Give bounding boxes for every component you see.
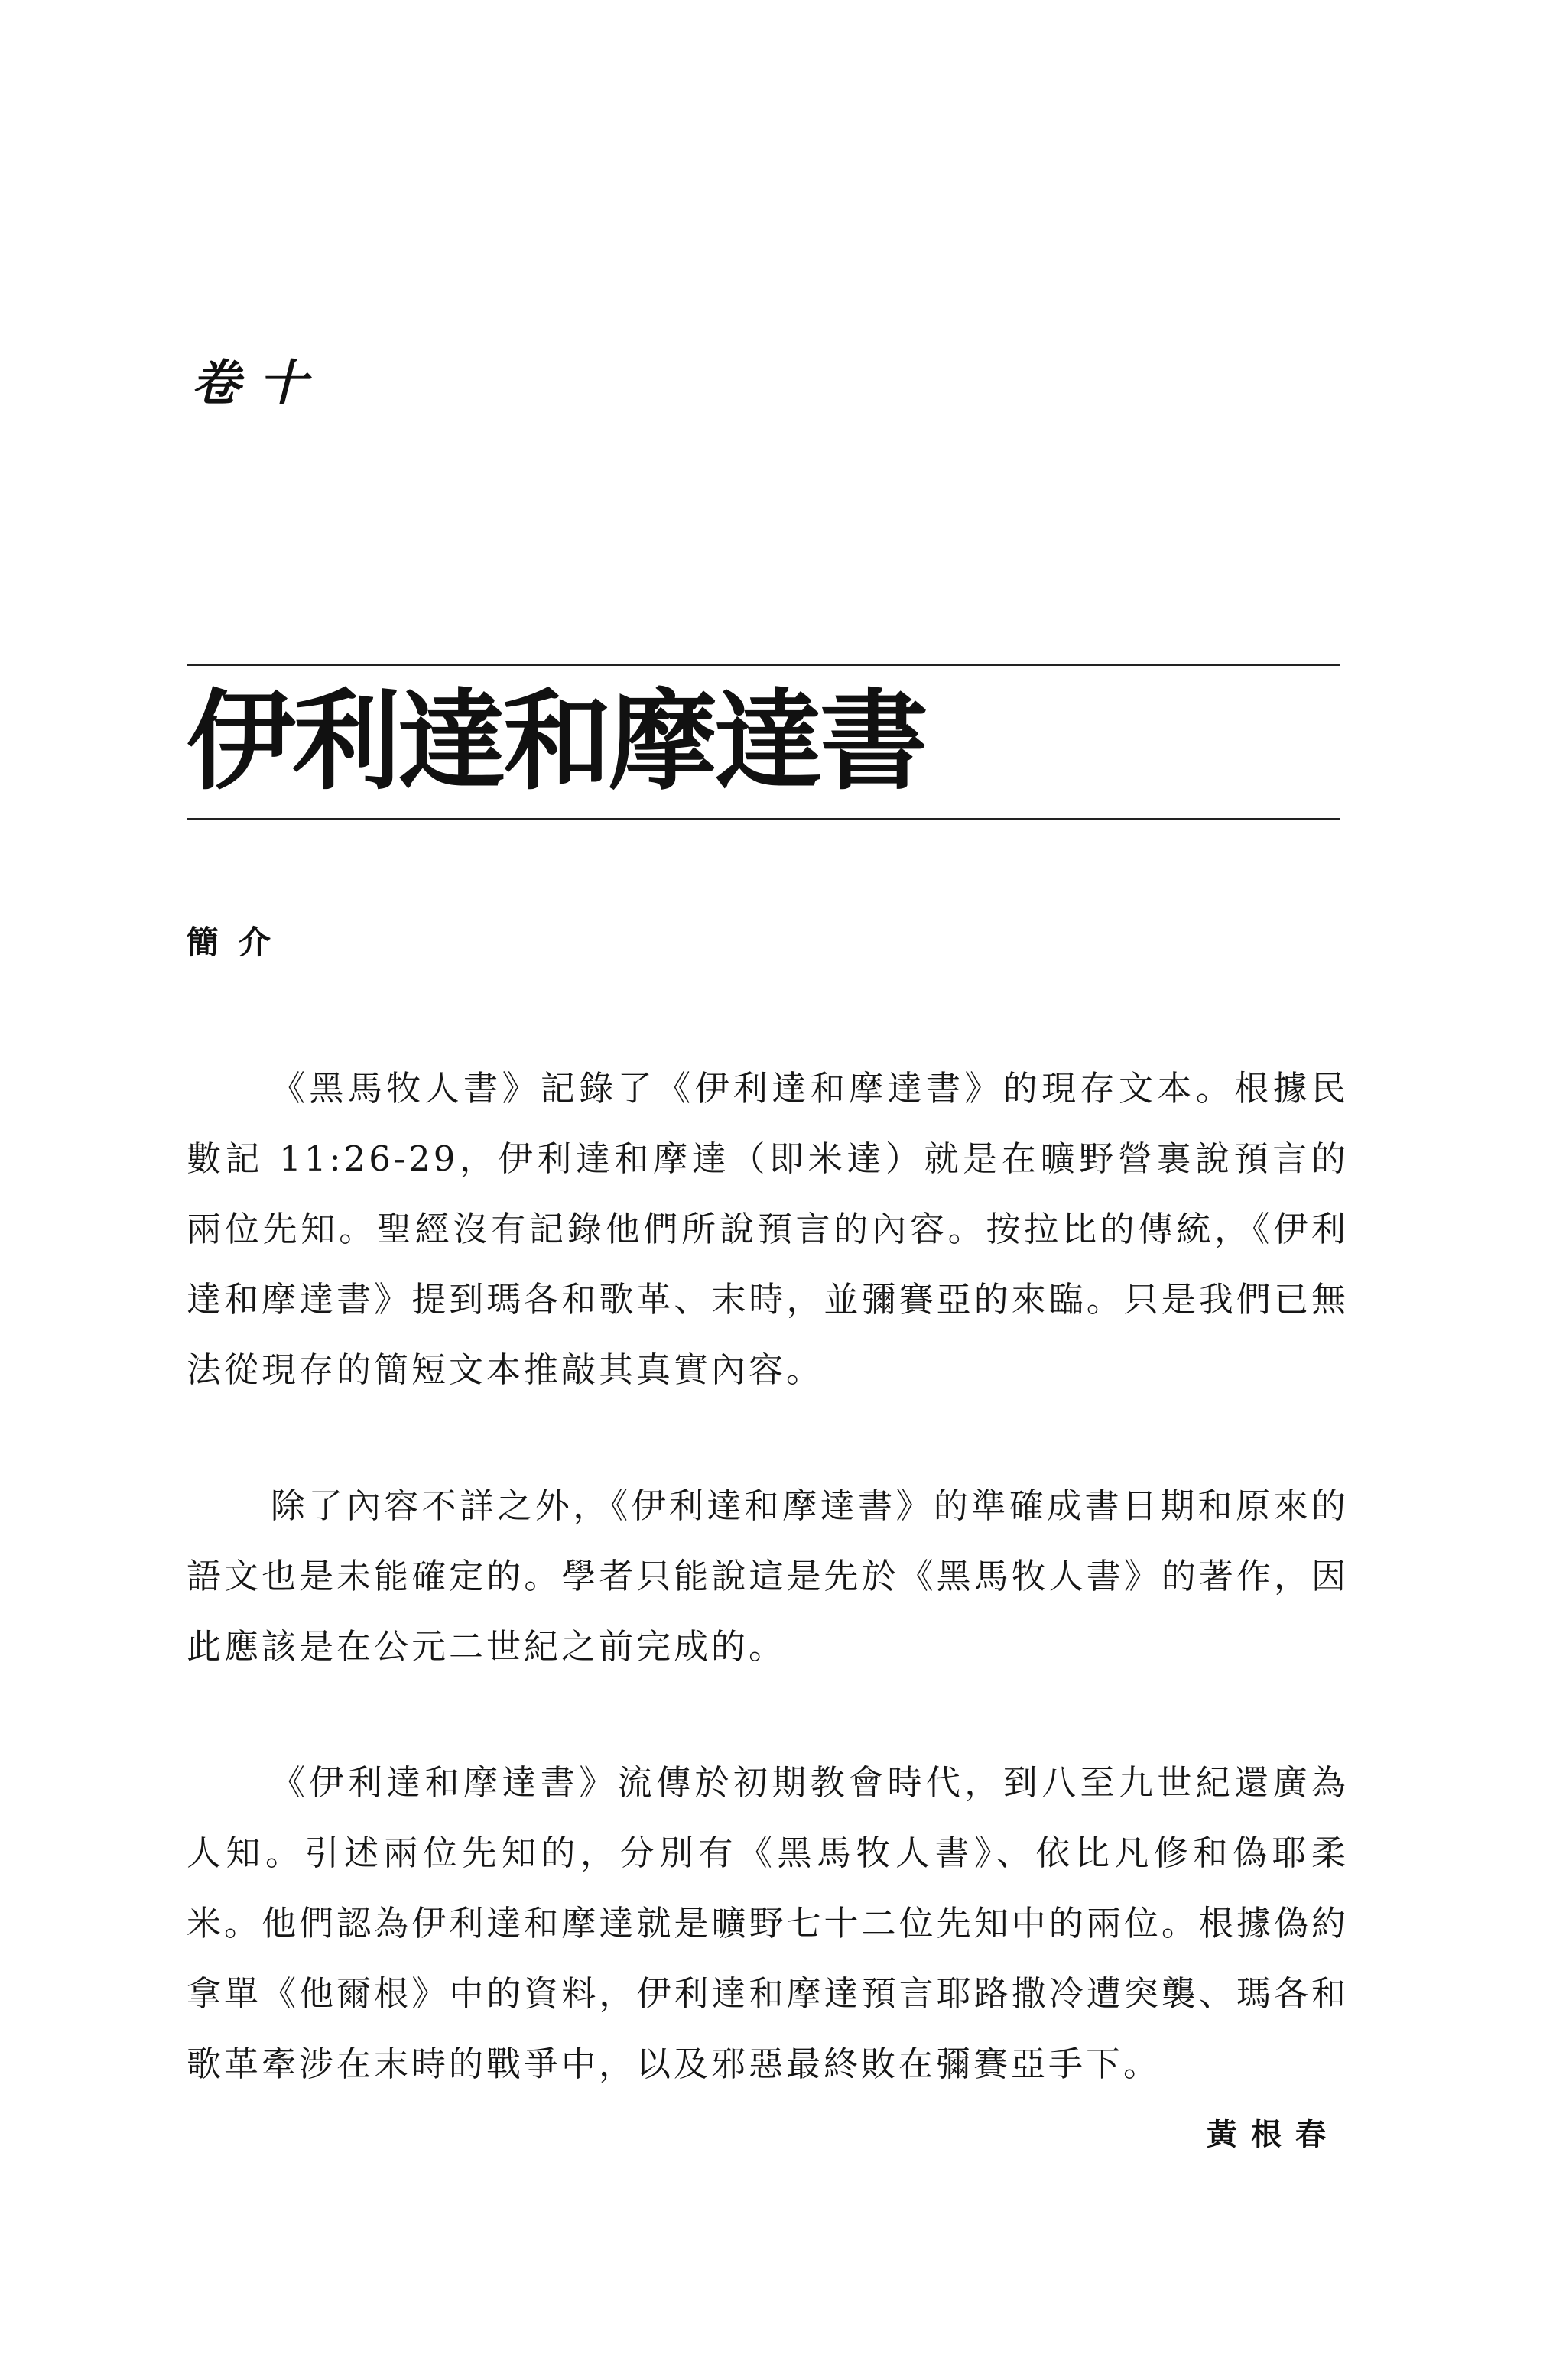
title-top-rule <box>187 664 1340 666</box>
paragraph-3: 《伊利達和摩達書》流傳於初期教會時代，到八至九世紀還廣為人知。引述兩位先知的，分別有《黑馬牧人書》、依比凡修和偽耶柔米。他們認為伊利達和摩達就是曠野七十二位先知中的兩位。根據偽約拿單《他爾根》中的資料，伊利達和摩達預言耶路撒冷遭突襲、瑪各和歌革牽涉在末時的戰爭中，以及邪惡最終敗在彌賽亞手下。 <box>187 1762 1349 2084</box>
paragraph-1: 《黑馬牧人書》記錄了《伊利達和摩達書》的現存文本。根據民數記 11:26-29，伊利達和摩達（即米達）就是在曠野營裏說預言的兩位先知。聖經沒有記錄他們所說預言的內容。按拉比的傳統，《伊利達和摩達書》提到瑪各和歌革、末時，並彌賽亞的來臨。只是我們已無法從現存的簡短文本推敲其真實內容。 <box>187 1068 1349 1390</box>
section-heading-introduction: 簡介 <box>187 924 291 961</box>
book-title: 伊利達和摩達書 <box>187 679 925 805</box>
title-bottom-rule <box>187 818 1340 820</box>
volume-label: 卷十 <box>191 355 326 412</box>
paragraph-2: 除了內容不詳之外，《伊利達和摩達書》的準確成書日期和原來的語文也是未能確定的。學者只能說這是先於《黑馬牧人書》的著作，因此應該是在公元二世紀之前完成的。 <box>187 1485 1349 1667</box>
author-name: 黃根春 <box>1207 2116 1340 2152</box>
body-text <box>187 1054 1349 2165</box>
